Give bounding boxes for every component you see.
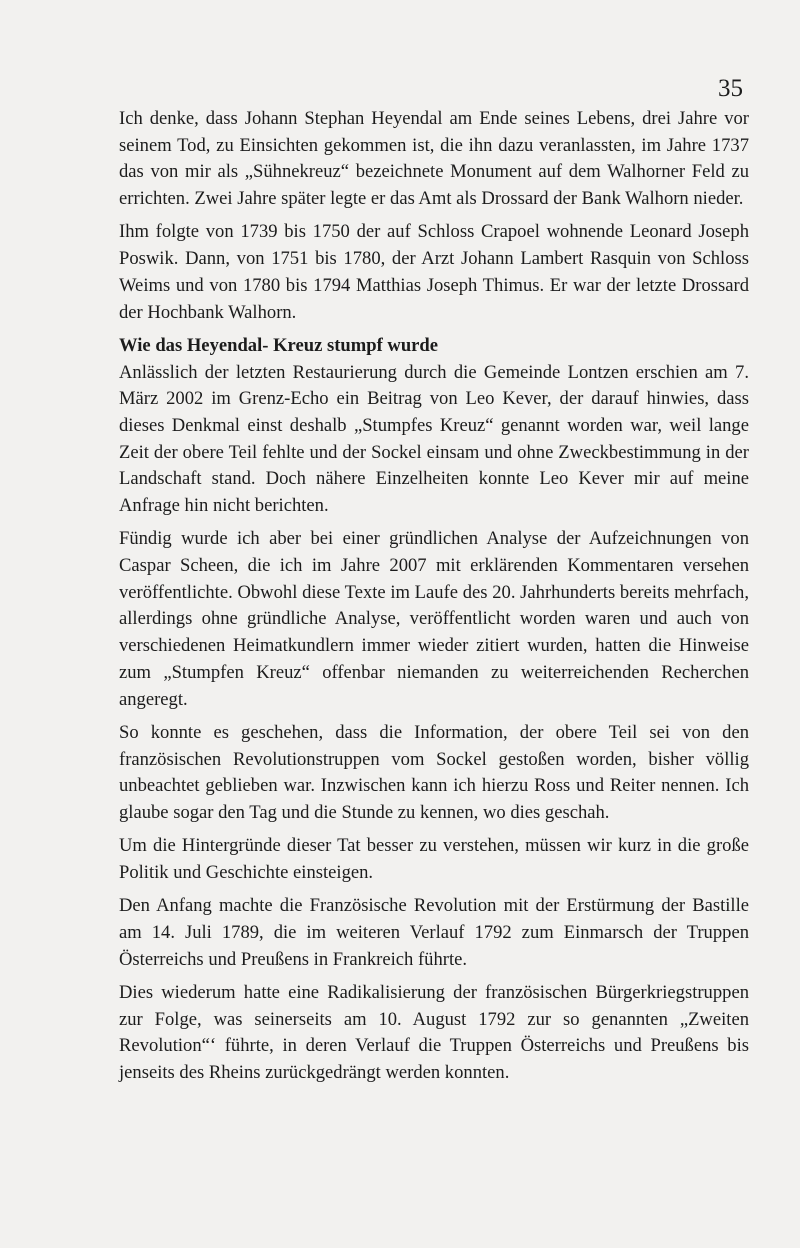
paragraph-1: Ich denke, dass Johann Stephan Heyendal am Ende seines Lebens, drei Jahre vor seinem Tod, zu Einsichten gekommen ist, die ihn dazu veranlassten, im Jahre 1737 das von mir als „Sühnekreuz“ bezeichnete Monument auf dem Walhorner Feld zu errichten. Zwei Jahre später legte er das Amt als Drossard der Bank Walhorn nieder. (119, 108, 749, 210)
page-number: 35 (718, 75, 743, 102)
paragraph-8: Dies wiederum hatte eine Radikalisierung der französischen Bürgerkriegstruppen zur Folge, was seinerseits am 10. August 1792 zur so genannten „Zweiten Revolution“‘ führte, in deren Verlauf die Truppen Österreichs und Preußens bis jenseits des Rheins zurückgedrängt werden konnten. (119, 981, 749, 1084)
paragraph-5: So konnte es geschehen, dass die Information, der obere Teil sei von den französischen Revolutionstruppen vom Sockel gestoßen worden, bisher völlig unbeachtet geblieben war. Inzwischen kann ich hierzu Ross und Reiter nennen. Ich glaube sogar den Tag und die Stunde zu kennen, wo dies geschah. (119, 721, 749, 823)
section-heading: Wie das Heyendal- Kreuz stumpf wurde (119, 334, 439, 356)
body-text (119, 106, 749, 1093)
paragraph-6: Um die Hintergründe dieser Tat besser zu verstehen, müssen wir kurz in die große Politik und Geschichte einsteigen. (119, 835, 749, 883)
paragraph-2: Ihm folgte von 1739 bis 1750 der auf Schloss Crapoel wohnende Leonard Joseph Poswik. Dann, von 1751 bis 1780, der Arzt Johann Lambert Rasquin von Schloss Weims und von 1780 bis 1794 Matthias Joseph Thimus. Er war der letzte Drossard der Hochbank Walhorn. (119, 221, 749, 323)
paragraph-7: Den Anfang machte die Französische Revolution mit der Erstürmung der Bastille am 14. Juli 1789, die im weiteren Verlauf 1792 zum Einmarsch der Truppen Österreichs und Preußens in Frankreich führte. (119, 895, 749, 970)
paragraph-4: Fündig wurde ich aber bei einer gründlichen Analyse der Aufzeichnungen von Caspar Scheen, die ich im Jahre 2007 mit erklärenden Kommentaren versehen veröffentlichte. Obwohl diese Texte im Laufe des 20. Jahrhunderts bereits mehrfach, allerdings ohne gründliche Analyse, veröffentlicht worden waren und auch von verschiedenen Heimatkundlern immer wieder zitiert wurden, hatten die Hinweise zum „Stumpfen Kreuz“ offenbar niemanden zu weiterreichenden Recherchen angeregt. (119, 528, 749, 710)
paragraph-3: Anlässlich der letzten Restaurierung durch die Gemeinde Lontzen erschien am 7. März 2002 im Grenz-Echo ein Beitrag von Leo Kever, der darauf hinwies, dass dieses Denkmal einst deshalb „Stumpfes Kreuz“ genannt worden war, weil lange Zeit der obere Teil fehlte und der Sockel einsam und ohne Zweckbestimmung in der Landschaft stand. Doch nähere Einzelheiten konnte Leo Kever mir auf meine Anfrage hin nicht berichten. (119, 361, 749, 517)
